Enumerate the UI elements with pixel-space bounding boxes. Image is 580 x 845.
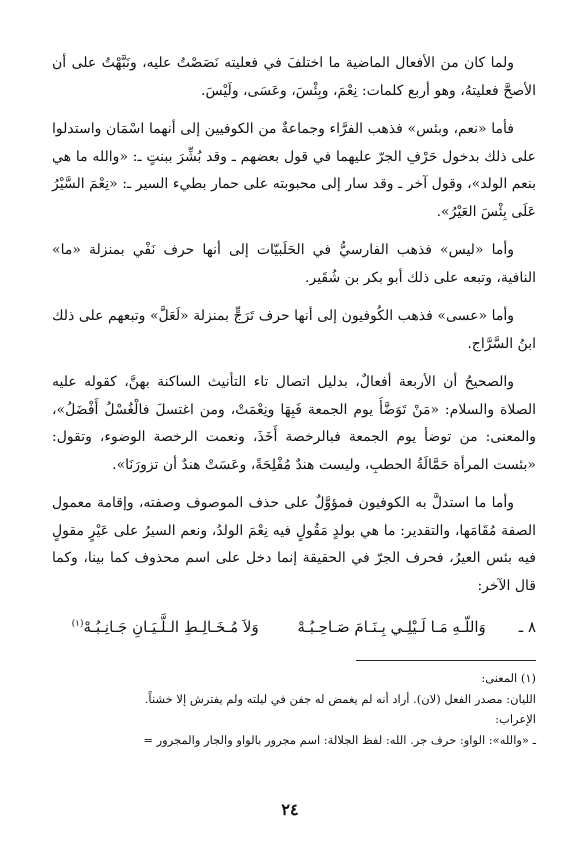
footnote-separator — [356, 660, 536, 661]
paragraph-4: وأما «عسى» فذهب الكُوفيون إلى أنها حرف تَرَجٍّ بمنزلة «لَعَلَّ» وتبعهم على ذلك ابنُ السَّرَّاج. — [52, 308, 536, 352]
verse-second-hemistich-wrap — [52, 611, 278, 641]
page-number: ٢٤ — [281, 800, 299, 819]
footnote-heading: (١) المعنى: — [481, 671, 536, 685]
footnote-meaning: الليان: مصدر الفعل (لان). أراد أنه لم يغمض له جفن في ليلته ولم يفترش إلا خشناً. — [144, 691, 536, 706]
paragraph-1: ولما كان من الأفعال الماضية ما اختلفَ في فعليته نَصَصْتُ عليه، ونَبَّهْتُ على أن الأصحَّ فعليتهُ، وهو أربع كلمات: نِعْمَ، وبِئْسَ، وعَسَى، ولَيْسَ. — [52, 55, 536, 99]
paragraph-5: والصحيحُ أن الأربعة أفعالٌ، بدليل اتصال تاء التأنيث الساكنة بهنَّ، كقوله عليه الصلاة والسلام: «مَنْ تَوَضَّأَ يوم الجمعة فَبِهَا ونِعْمَتْ، ومن اغتسلَ فالْغُسْلُ أَفْضَلُ»، والمعنى: من توضأ يوم الجمعة فبالرخصة أَخَذَ، ونعمت الرخصة الوضوء، وتقول: «بئست المرأة حَمَّالَةُ الحطبِ، وليست هندٌ مُفْلِحَةً، وعَسَتْ هندٌ أن تزورَنَا». — [52, 374, 536, 473]
verse-first-hemistich: وَاللّـهِ مَـا لَـيْلِـي بِـنَـامَ صَـاحِـبُـهْ — [297, 618, 486, 636]
paragraph-6: وأما ما استدلَّ به الكوفيون فمؤوَّلٌ على حذف الموصوف وصفته، وإقامة معمول الصفة مُقَامَها، والتقدير: ما هي بولدٍ مَقُولٍ فيه نِعْمَ الولدُ، ونعم السيرُ على عَيْرٍ مقولٍ فيه بئس العيرُ، فحرف الجرّ في الحقيقة إنما دخل على اسم محذوف كما بينا، وكما قال الآخر: — [52, 495, 536, 594]
footnote-parsing: ـ «والله»: الواو: حرف جر. الله: لفظ الجلالة: اسم مجرور بالواو والجار والمجرور = — [143, 732, 536, 747]
footnote-marker: (١) — [71, 619, 84, 629]
footnotes — [52, 668, 536, 750]
paragraph-3: وأما «ليس» فذهب الفارسيُّ في الحَلَبيّات إلى أنها حرف نَفْي بمنزلة «ما» النافية، وتبعه على ذلك أبو بكر بن شُقَير. — [52, 242, 536, 286]
main-text — [52, 50, 536, 641]
footnote-parsing-heading: الإعراب: — [495, 712, 536, 726]
paragraph-2: فأما «نعم، وبئس» فذهب الفرَّاء وجماعةٌ من الكوفيين إلى أنهما اسْمَان واستدلوا على ذلك بدخول حَرْفِ الجرّ عليهما في قول بعضهم ـ وقد بُشِّرَ ببنتٍ ـ: «والله ما هي بنعم الولد»، وقول آخر ـ وقد سار إلى محبوبته على حمار بطيء السير ـ: «نِعْمَ السَّيْرُ عَلَى بِئْسَ العَيْرُ». — [52, 121, 536, 220]
poetry-verse — [52, 611, 536, 641]
verse-number: ٨ ـ — [518, 618, 536, 636]
verse-second-hemistich: وَلاَ مُـخَـالِـطِ الـلَّـيَـانِ جَـانِـبُـهْ — [83, 618, 259, 636]
